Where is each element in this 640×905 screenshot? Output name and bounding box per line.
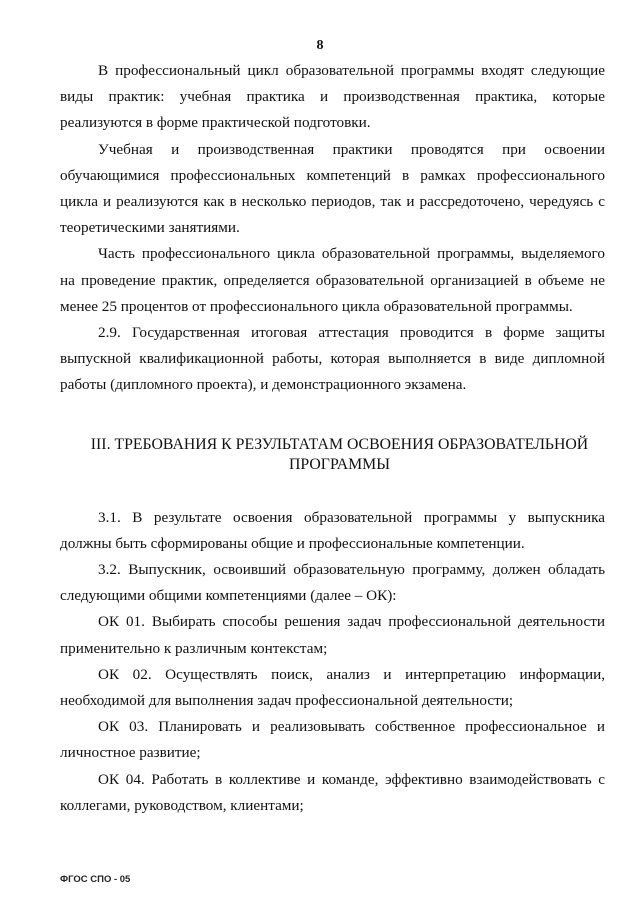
section-heading bbox=[60, 435, 605, 475]
paragraph-practice-conduct: Учебная и производственная практики проводятся при освоении обучающимися профессиональных компетенций в рамках профессионального цикла и реализуются как в несколько периодов, так и рассредоточено, чередуясь с теоретическими занятиями. bbox=[60, 140, 605, 237]
footer-label: ФГОС СПО - 05 bbox=[60, 874, 131, 885]
competence-ok-03: ОК 03. Планировать и реализовывать собственное профессиональное и личностное развитие; bbox=[60, 718, 605, 762]
paragraph-3-1: 3.1. В результате освоения образовательной программы у выпускника должны быть сформированы общие и профессиональные компетенции. bbox=[60, 508, 605, 552]
competence-ok-01: ОК 01. Выбирать способы решения задач профессиональной деятельности применительно к различным контекстам; bbox=[60, 613, 605, 657]
paragraph-practice-types: В профессиональный цикл образовательной программы входят следующие виды практик: учебная практика и производственная практика, которые реализуются в форме практической подготовки. bbox=[60, 62, 605, 132]
competence-ok-02: ОК 02. Осуществлять поиск, анализ и интерпретацию информации, необходимой для выполнения задач профессиональной деятельности; bbox=[60, 665, 605, 710]
paragraph-practice-share: Часть профессионального цикла образовательной программы, выделяемого на проведение практик, определяется образовательной организацией в объеме не менее 25 процентов от профессионального цикла образовательной программы. bbox=[60, 245, 605, 315]
page-number: 8 bbox=[316, 38, 324, 53]
competence-ok-04: ОК 04. Работать в коллективе и команде, эффективно взаимодействовать с коллегами, руководством, клиентами; bbox=[60, 770, 605, 814]
paragraph-3-2: 3.2. Выпускник, освоивший образовательную программу, должен обладать следующими общими компетенциями (далее – ОК): bbox=[60, 561, 605, 605]
section-heading-line-2: ПРОГРАММЫ bbox=[289, 455, 390, 473]
section-heading-line-1: III. ТРЕБОВАНИЯ К РЕЗУЛЬТАТАМ ОСВОЕНИЯ ОБРАЗОВАТЕЛЬНОЙ bbox=[90, 435, 589, 453]
page-content bbox=[60, 58, 605, 819]
paragraph-final-attestation: 2.9. Государственная итоговая аттестация проводится в форме защиты выпускной квалификационной работы, которая выполняется в виде дипломной работы (дипломного проекта), и демонстрационного экзамена. bbox=[60, 324, 605, 394]
